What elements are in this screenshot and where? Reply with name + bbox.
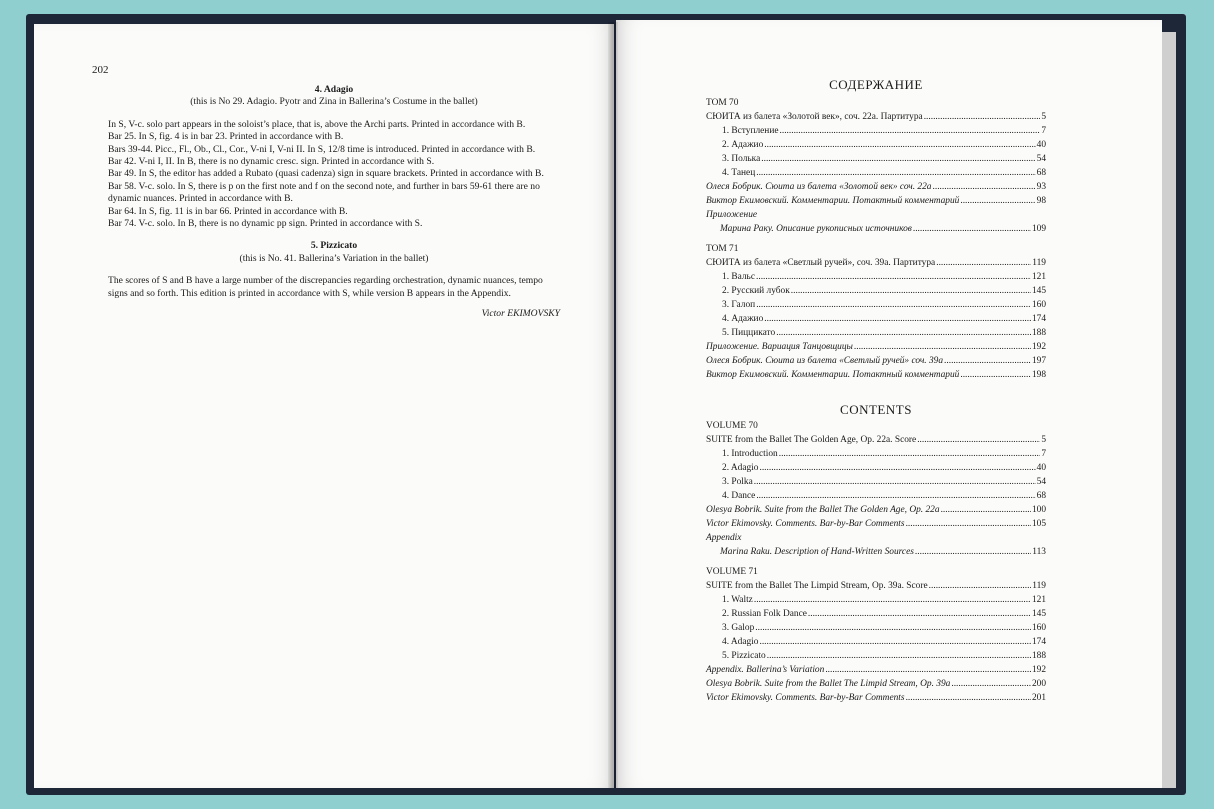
toc-entry: 3. Polka ..... 54 (706, 475, 1046, 489)
toc-heading-ru: СОДЕРЖАНИЕ (829, 77, 923, 92)
toc-entry: Приложение. Вариация Танцовщицы ..... 192 (706, 340, 1046, 354)
toc-entry: СЮИТА из балета «Золотой век», соч. 22а. Партитура ..... 5 (706, 110, 1046, 124)
toc-entry: 4. Dance ..... 68 (706, 489, 1046, 503)
volume-heading: ТОМ 71 (706, 244, 739, 254)
toc-entry: СЮИТА из балета «Светлый ручей», соч. 39а. Партитура ..... 119 (706, 256, 1046, 270)
toc-entry: Olesya Bobrik. Suite from the Ballet The Limpid Stream, Op. 39a ..... 200 (706, 677, 1046, 691)
signature: Victor EKIMOVSKY (481, 308, 560, 320)
adagio-heading: 4. Adagio (314, 84, 354, 95)
toc-entry: Виктор Екимовский. Комментарии. Потактный комментарий ..... 198 (706, 368, 1046, 382)
adagio-note: Bars 39-44. Picc., Fl., Ob., Cl., Cor., V-ni I, V-ni II. In S, 12/8 time is introduced. Printed in accordance with B. (108, 143, 536, 155)
toc-entry: 3. Galop ..... 160 (706, 621, 1046, 635)
page-edges (1160, 32, 1176, 788)
toc-entry: SUITE from the Ballet The Limpid Stream, Op. 39a. Score ..... 119 (706, 579, 1046, 593)
adagio-note: In S, V-c. solo part appears in the soloist’s place, that is, above the Archi parts. Printed in accordance with B. (108, 118, 526, 130)
toc-entry: 2. Russian Folk Dance ..... 145 (706, 607, 1046, 621)
appendix-label: Appendix (706, 533, 742, 543)
adagio-note: Bar 42. V-ni I, II. In B, there is no dynamic cresc. sign. Printed in accordance with S. (108, 156, 435, 168)
toc-entry: Олеся Бобрик. Сюита из балета «Золотой век» соч. 22а ..... 93 (706, 180, 1046, 194)
adagio-note: Bar 25. In S, fig. 4 is in bar 23. Printed in accordance with B. (108, 131, 344, 143)
toc-english (706, 403, 1046, 705)
toc-entry: Victor Ekimovsky. Comments. Bar-by-Bar Comments ..... 201 (706, 691, 1046, 705)
toc-entry: Марина Раку. Описание рукописных источников ..... 109 (706, 222, 1046, 236)
toc-entry: Appendix. Ballerina’s Variation ..... 192 (706, 663, 1046, 677)
toc-entry: 1. Waltz ..... 121 (706, 593, 1046, 607)
toc-entry: 4. Adagio ..... 174 (706, 635, 1046, 649)
toc-entry: Olesya Bobrik. Suite from the Ballet The Golden Age, Op. 22a ..... 100 (706, 503, 1046, 517)
volume-heading: ТОМ 70 (706, 98, 739, 108)
toc-russian (706, 78, 1046, 382)
toc-entry: 2. Adagio ..... 40 (706, 461, 1046, 475)
toc-heading-en: CONTENTS (840, 402, 912, 417)
pizzicato-heading: 5. Pizzicato (310, 240, 358, 252)
toc-entry: 5. Пиццикато ..... 188 (706, 326, 1046, 340)
toc-entry: 4. Танец ..... 68 (706, 166, 1046, 180)
toc-entry: 3. Полька ..... 54 (706, 152, 1046, 166)
toc-entry: 2. Русский лубок ..... 145 (706, 284, 1046, 298)
toc-entry: Виктор Екимовский. Комментарии. Потактный комментарий ..... 98 (706, 194, 1046, 208)
toc-entry: 4. Адажио ..... 174 (706, 312, 1046, 326)
toc-entry: 2. Адажио ..... 40 (706, 138, 1046, 152)
volume-heading: VOLUME 71 (706, 567, 758, 577)
page-number: 202 (92, 64, 109, 76)
toc-entry: 3. Галоп ..... 160 (706, 298, 1046, 312)
book-spine (608, 22, 618, 788)
volume-heading: VOLUME 70 (706, 421, 758, 431)
toc-entry: Marina Raku. Description of Hand-Written Sources ..... 113 (706, 545, 1046, 559)
adagio-note: Bar 58. V-c. solo. In S, there is p on the first note and f on the second note, and further in bars 59-61 there are no dynamic nuances. Printed in accordance with B. (108, 180, 540, 205)
toc-entry: Олеся Бобрик. Сюита из балета «Светлый ручей» соч. 39а ..... 197 (706, 354, 1046, 368)
appendix-label: Приложение (706, 210, 758, 220)
adagio-note: Bar 74. V-c. solo. In B, there is no dynamic pp sign. Printed in accordance with S. (108, 218, 423, 230)
toc-entry: 5. Pizzicato ..... 188 (706, 649, 1046, 663)
adagio-section (108, 84, 560, 321)
toc-entry: 1. Introduction ..... 7 (706, 447, 1046, 461)
adagio-note: Bar 49. In S, the editor has added a Rubato (quasi cadenza) sign in square brackets. Printed in accordance with B. (108, 168, 544, 180)
pizzicato-text: The scores of S and B have a large number of the discrepancies regarding orchestration, dynamic nuances, tempo signs and so forth. This edition is printed in accordance with S, while version B appears in the Appendix. (108, 275, 543, 299)
toc-entry: 1. Вальс ..... 121 (706, 270, 1046, 284)
adagio-note: Bar 64. In S, fig. 11 is in bar 66. Printed in accordance with B. (108, 205, 348, 217)
toc-entry: Victor Ekimovsky. Comments. Bar-by-Bar Comments ..... 105 (706, 517, 1046, 531)
pizzicato-subheading: (this is No. 41. Ballerina’s Variation in the ballet) (239, 252, 429, 264)
adagio-subheading: (this is No 29. Adagio. Pyotr and Zina in Ballerina’s Costume in the ballet) (190, 96, 478, 108)
toc-entry: 1. Вступление ..... 7 (706, 124, 1046, 138)
toc-entry: SUITE from the Ballet The Golden Age, Op. 22a. Score ..... 5 (706, 433, 1046, 447)
